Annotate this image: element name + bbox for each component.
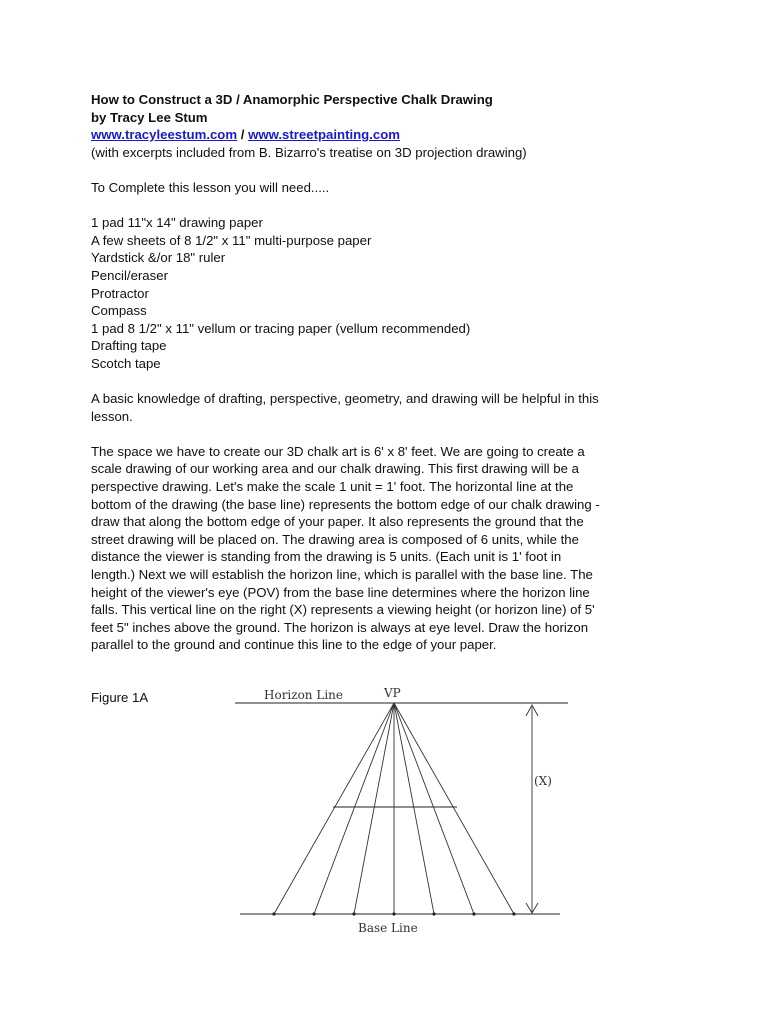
ray-line — [394, 703, 434, 914]
unit-dot — [272, 912, 275, 915]
perspective-figure — [230, 680, 580, 940]
list-item: Compass — [91, 303, 147, 319]
paragraph-line: scale drawing of our working area and our chalk drawing. This first drawing will be a — [91, 461, 579, 477]
paragraph-line: street drawing will be placed on. The drawing area is composed of 6 units, while the — [91, 531, 579, 547]
paragraph-line: bottom of the drawing (the base line) represents the bottom edge of our chalk drawing - — [91, 496, 600, 512]
paragraph-line: perspective drawing. Let's make the scale 1 unit = 1' foot. The horizontal line at the — [91, 479, 574, 495]
x-label: (X) — [534, 774, 552, 788]
figure-label: Figure 1A — [91, 690, 149, 705]
paragraph-line: A basic knowledge of drafting, perspective, geometry, and drawing will be helpful in this — [91, 391, 599, 407]
ray-line — [314, 703, 394, 914]
list-item: 1 pad 11"x 14" drawing paper — [91, 215, 263, 231]
list-item: 1 pad 8 1/2" x 11" vellum or tracing paper (vellum recommended) — [91, 320, 471, 336]
paragraph-line: The space we have to create our 3D chalk art is 6' x 8' feet. We are going to create a — [91, 443, 585, 459]
paragraph-line: draw that along the bottom edge of your paper. It also represents the ground that the — [91, 514, 584, 530]
ray-line — [354, 703, 394, 914]
space-paragraph — [91, 443, 681, 654]
excerpt-note: (with excerpts included from B. Bizarro's treatise on 3D projection drawing) — [91, 144, 527, 160]
materials-list — [91, 214, 691, 372]
tracyleestum-link[interactable]: www.tracyleestum.com — [91, 127, 238, 143]
author-byline: by Tracy Lee Stum — [91, 109, 208, 125]
streetpainting-link[interactable]: www.streetpainting.com — [248, 127, 401, 143]
ray-line — [394, 703, 474, 914]
paragraph-line: height of the viewer's eye (POV) from the base line determines where the horizon line — [91, 584, 590, 600]
link-separator: / — [237, 127, 249, 143]
unit-dot — [512, 912, 515, 915]
website-links — [91, 126, 691, 144]
paragraph-line: feet 5" inches above the ground. The horizon is always at eye level. Draw the horizon — [91, 619, 589, 635]
paragraph-line: lesson. — [91, 408, 133, 424]
ray-line — [394, 703, 514, 914]
document-body — [91, 91, 691, 654]
paragraph-line: length.) Next we will establish the horizon line, which is parallel with the base line. The — [91, 567, 593, 583]
unit-dot — [312, 912, 315, 915]
list-item: Pencil/eraser — [91, 267, 168, 283]
base-line-label: Base Line — [358, 921, 418, 935]
list-item: Yardstick &/or 18" ruler — [91, 250, 226, 266]
vp-label: VP — [384, 686, 401, 700]
document-title: How to Construct a 3D / Anamorphic Perspective Chalk Drawing — [91, 92, 493, 107]
horizon-line-label: Horizon Line — [264, 688, 343, 702]
perspective-rays — [274, 703, 514, 914]
paragraph-line: falls. This vertical line on the right (X) represents a viewing height (or horizon line) of 5' — [91, 602, 595, 618]
list-item: Scotch tape — [91, 355, 161, 371]
paragraph-line: distance the viewer is standing from the drawing is 5 units. (Each unit is 1' foot in — [91, 549, 562, 565]
unit-dot — [472, 912, 475, 915]
materials-intro: To Complete this lesson you will need..... — [91, 179, 330, 195]
unit-dot — [392, 912, 395, 915]
list-item: Drafting tape — [91, 338, 167, 354]
unit-dot — [352, 912, 355, 915]
ray-line — [274, 703, 394, 914]
knowledge-paragraph — [91, 390, 681, 425]
list-item: A few sheets of 8 1/2" x 11" multi-purpose paper — [91, 232, 372, 248]
unit-dot — [432, 912, 435, 915]
paragraph-line: parallel to the ground and continue this line to the edge of your paper. — [91, 637, 497, 653]
list-item: Protractor — [91, 285, 149, 301]
